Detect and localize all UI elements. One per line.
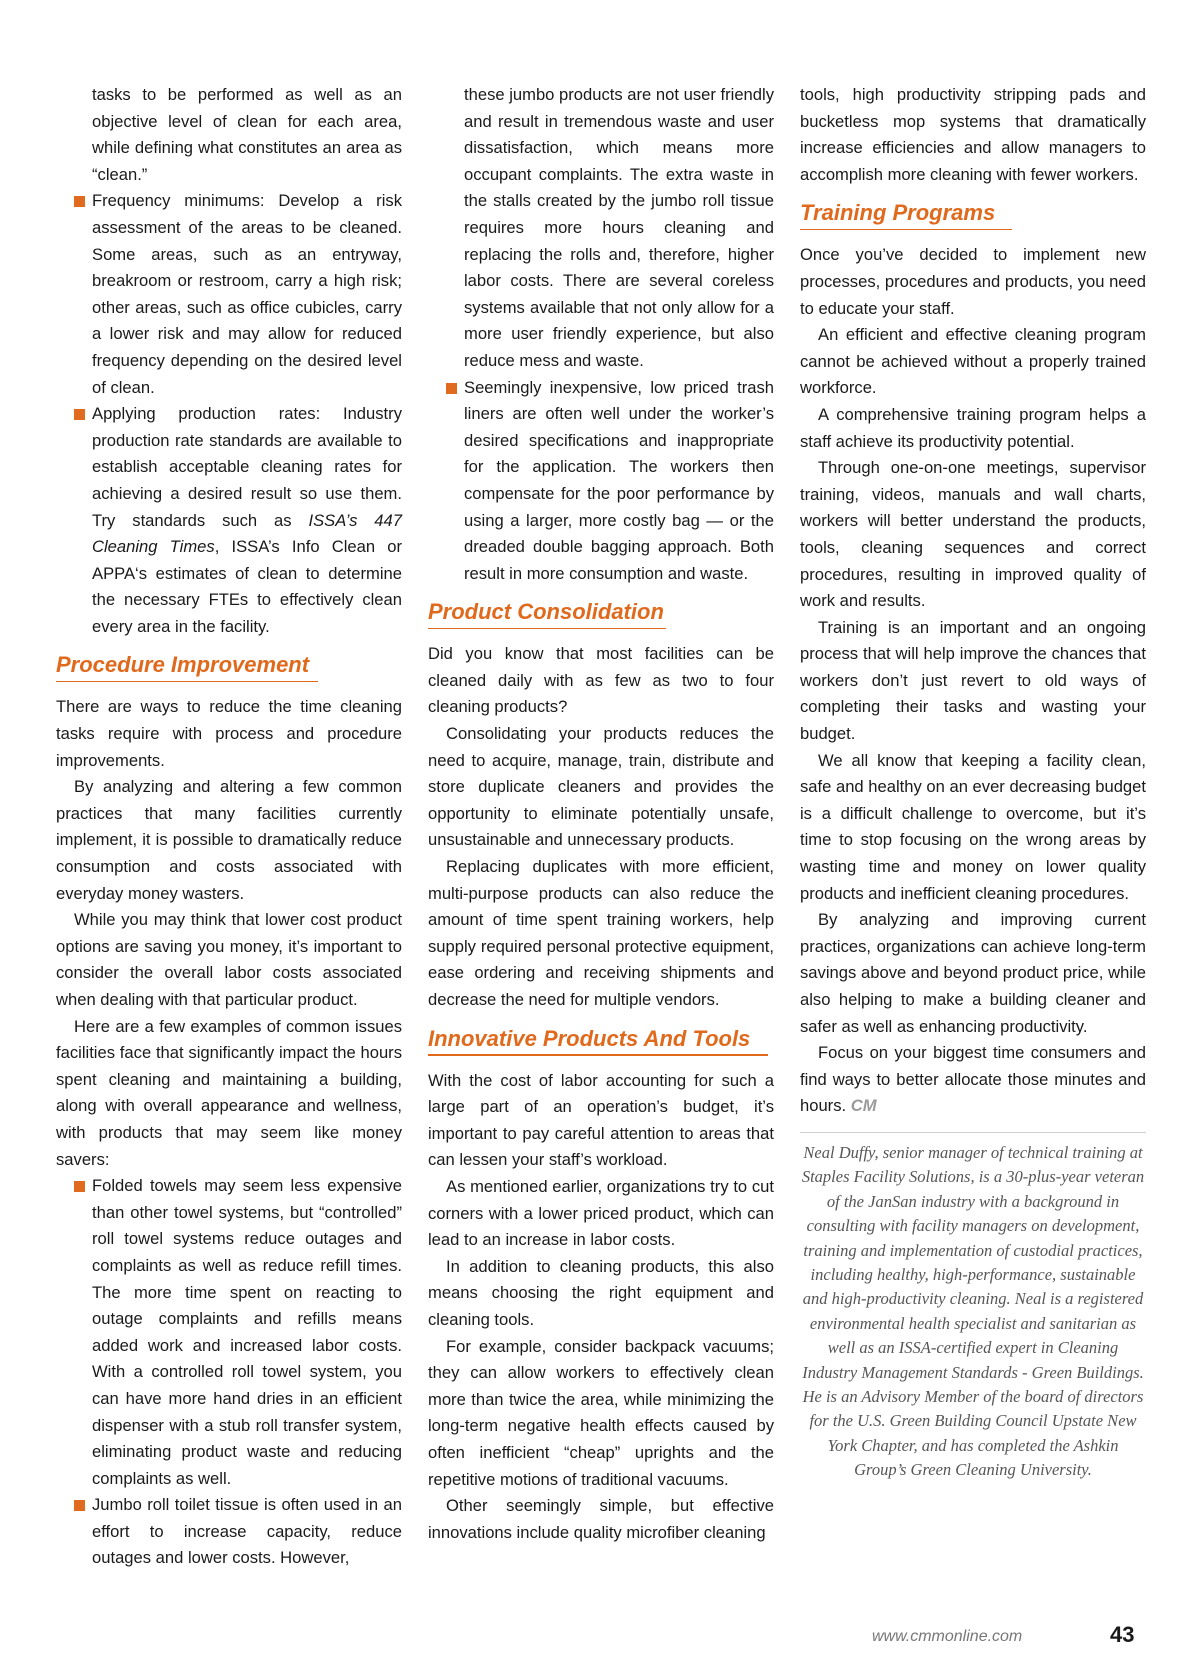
body-paragraph: Consolidating your products reduces the need to acquire, manage, train, distribute and store duplicate cleaners and provides the opportunity to eliminate potentially unsafe, unsustainable and unnecessary products. bbox=[428, 724, 774, 850]
heading-underline bbox=[428, 628, 666, 630]
bullet-text: Frequency minimums: Develop a risk assessment of the areas to be cleaned. Some areas, such as an entryway, breakroom or restroom, carry a high risk; other areas, such as office cubicles, carry a lower risk and may allow for reduced frequency depending on the desired level of clean. bbox=[92, 191, 402, 397]
body-paragraph: Replacing duplicates with more efficient, multi-purpose products can also reduce the amount of time spent training workers, help supply required personal protective equipment, ease ordering and receiving shipments and decrease the need for multiple vendors. bbox=[428, 857, 774, 1009]
heading-text: Product Consolidation bbox=[428, 599, 664, 625]
author-bio: Neal Duffy, senior manager of technical training at Staples Facility Solutions, is a 30-plus-year veteran of the JanSan industry with a background in consulting with facility managers on development, training and implementation of custodial practices, including healthy, high-performance, sustainable and high-productivity cleaning. Neal is a registered environmental health specialist and sanitarian as well as an ISSA-certified expert in Cleaning Industry Management Standards - Green Buildings. He is an Advisory Member of the board of directors for the U.S. Green Building Council Upstate New York Chapter, and has completed the Ashkin Group’s Green Cleaning University. bbox=[801, 1142, 1145, 1480]
body-paragraph: With the cost of labor accounting for such a large part of an operation’s budget, it’s important to pay careful attention to areas that can lessen your staff’s workload. bbox=[428, 1070, 774, 1170]
heading-text: Innovative Products And Tools bbox=[428, 1025, 751, 1051]
heading-text: Training Programs bbox=[800, 200, 996, 226]
body-paragraph: A comprehensive training program helps a staff achieve its productivity potential. bbox=[800, 404, 1146, 451]
body-paragraph: By analyzing and altering a few common practices that many facilities currently implement, it is possible to dramatically reduce consumption and costs associated with everyday money wasters. bbox=[56, 777, 402, 903]
bullet-square-icon bbox=[74, 1500, 85, 1511]
body-paragraph: Through one-on-one meetings, supervisor training, videos, manuals and wall charts, workers will better understand the products, tools, cleaning sequences and correct procedures, resulting in improved quality of work and results. bbox=[800, 458, 1146, 611]
bullet-text: Seemingly inexpensive, low priced trash liners are often well under the worker’s desired specifications and inappropriate for the application. The workers then compensate for the poor performance by using a larger, more costly bag — or the dreaded double bagging approach. Both result in more consumption and waste. bbox=[464, 377, 774, 583]
body-paragraph-closing bbox=[800, 1040, 1146, 1120]
page-number: 43 bbox=[1110, 1622, 1135, 1647]
body-paragraph: We all know that keeping a facility clean, safe and healthy on an ever decreasing budget is a difficult challenge to overcome, but it’s time to stop focusing on the wrong areas by wasting time and money on lower quality products and inefficient cleaning procedures. bbox=[800, 750, 1146, 903]
body-paragraph: tasks to be performed as well as an objective level of clean for each area, while defining what constitutes an area as “clean.” bbox=[92, 85, 402, 184]
bullet-text: Jumbo roll toilet tissue is often used in an effort to increase capacity, reduce outages and lower costs. However, bbox=[92, 1495, 402, 1568]
section-heading-training-programs bbox=[800, 200, 1146, 230]
heading-underline bbox=[56, 681, 318, 683]
body-paragraph: By analyzing and improving current practices, organizations can achieve long-term savings above and beyond product price, while also helping to make a building cleaner and safer as well as enhancing productivity. bbox=[800, 910, 1146, 1036]
body-paragraph: While you may think that lower cost product options are saving you money, it’s important to consider the overall labor costs associated when dealing with that particular product. bbox=[56, 910, 402, 1009]
body-paragraph: In addition to cleaning products, this also means choosing the right equipment and cleaning tools. bbox=[428, 1256, 774, 1329]
body-paragraph: tools, high productivity stripping pads and bucketless mop systems that dramatically increase efficiencies and allow managers to accomplish more cleaning with fewer workers. bbox=[800, 85, 1146, 184]
bullet-item-towels bbox=[56, 1173, 402, 1492]
body-paragraph: As mentioned earlier, organizations try to cut corners with a lower priced product, which can lead to an increase in labor costs. bbox=[428, 1176, 774, 1250]
bullet-square-icon bbox=[446, 383, 457, 394]
section-heading-procedure-improvement bbox=[56, 652, 402, 682]
column-3 bbox=[800, 82, 1146, 1483]
bullet-text: , ISSA’s Info Clean or APPA‘s estimates of clean to determine the necessary FTEs to effectively clean every area in the facility. bbox=[92, 537, 402, 636]
body-paragraph: these jumbo products are not user friendly and result in tremendous waste and user dissatisfaction, which means more occupant complaints. The extra waste in the stalls created by the jumbo roll tissue requires more hours cleaning and replacing the rolls and, therefore, higher labor costs. There are several coreless systems available that not only allow for a more user friendly experience, but also reduce mess and waste. bbox=[464, 85, 774, 370]
bullet-item-production-rates bbox=[56, 401, 402, 640]
body-paragraph: There are ways to reduce the time cleaning tasks require with process and procedure improvements. bbox=[56, 697, 402, 770]
section-heading-product-consolidation bbox=[428, 599, 774, 629]
bullet-item-trash-liners bbox=[428, 375, 774, 588]
bullet-text-italic: ISSA’s 447 Cleaning Times bbox=[92, 510, 402, 557]
heading-text: Procedure Improvement bbox=[56, 652, 310, 678]
heading-underline bbox=[428, 1054, 768, 1056]
heading-underline bbox=[800, 229, 1012, 231]
bullet-text: Folded towels may seem less expensive than other towel systems, but “controlled” roll towel systems reduce outages and complaints as well as reduce refill times. The more time spent on reacting to outage complaints and refills means added work and increased labor costs. With a controlled roll towel system, you can have more hand dries in an efficient dispenser with a stub roll transfer system, eliminating product waste and reducing complaints as well. bbox=[92, 1176, 402, 1488]
bullet-square-icon bbox=[74, 1181, 85, 1192]
body-paragraph: For example, consider backpack vacuums; they can allow workers to effectively clean more than twice the area, while minimizing the long-term negative health effects caused by often inefficient “cheap” uprights and the repetitive motions of traditional vacuums. bbox=[428, 1336, 774, 1489]
closing-text: Focus on your biggest time consumers and find ways to better allocate those minutes and hours. bbox=[800, 1043, 1146, 1116]
bullet-square-icon bbox=[74, 196, 85, 207]
cm-end-mark: CM bbox=[850, 1096, 877, 1116]
body-paragraph: An efficient and effective cleaning program cannot be achieved without a properly trained workforce. bbox=[800, 325, 1146, 398]
bullet-text: Applying production rates: Industry production rate standards are available to establish acceptable cleaning rates for achieving a desired result so use them. Try standards such as bbox=[92, 404, 402, 530]
body-paragraph: Training is an important and an ongoing process that will help improve the chances that workers don’t just revert to old ways of completing their tasks and wasting your budget. bbox=[800, 617, 1146, 744]
bullet-square-icon bbox=[74, 409, 85, 420]
body-paragraph: Here are a few examples of common issues facilities face that significantly impact the hours spent cleaning and maintaining a building, along with overall appearance and wellness, with products that may seem like money savers: bbox=[56, 1016, 402, 1169]
body-paragraph: Did you know that most facilities can be cleaned daily with as few as two to four cleaning products? bbox=[428, 644, 774, 717]
bio-divider bbox=[800, 1132, 1146, 1133]
bullet-item-jumbo-roll bbox=[56, 1492, 402, 1572]
column-1 bbox=[56, 82, 402, 1572]
section-heading-innovative-products bbox=[428, 1026, 774, 1056]
footer-website-link[interactable]: www.cmmonline.com bbox=[872, 1628, 1023, 1645]
column-2 bbox=[428, 82, 774, 1546]
body-paragraph: Other seemingly simple, but effective innovations include quality microfiber cleaning bbox=[428, 1496, 774, 1542]
body-paragraph: Once you’ve decided to implement new processes, procedures and products, you need to educate your staff. bbox=[800, 245, 1146, 318]
bullet-item-frequency bbox=[56, 188, 402, 401]
